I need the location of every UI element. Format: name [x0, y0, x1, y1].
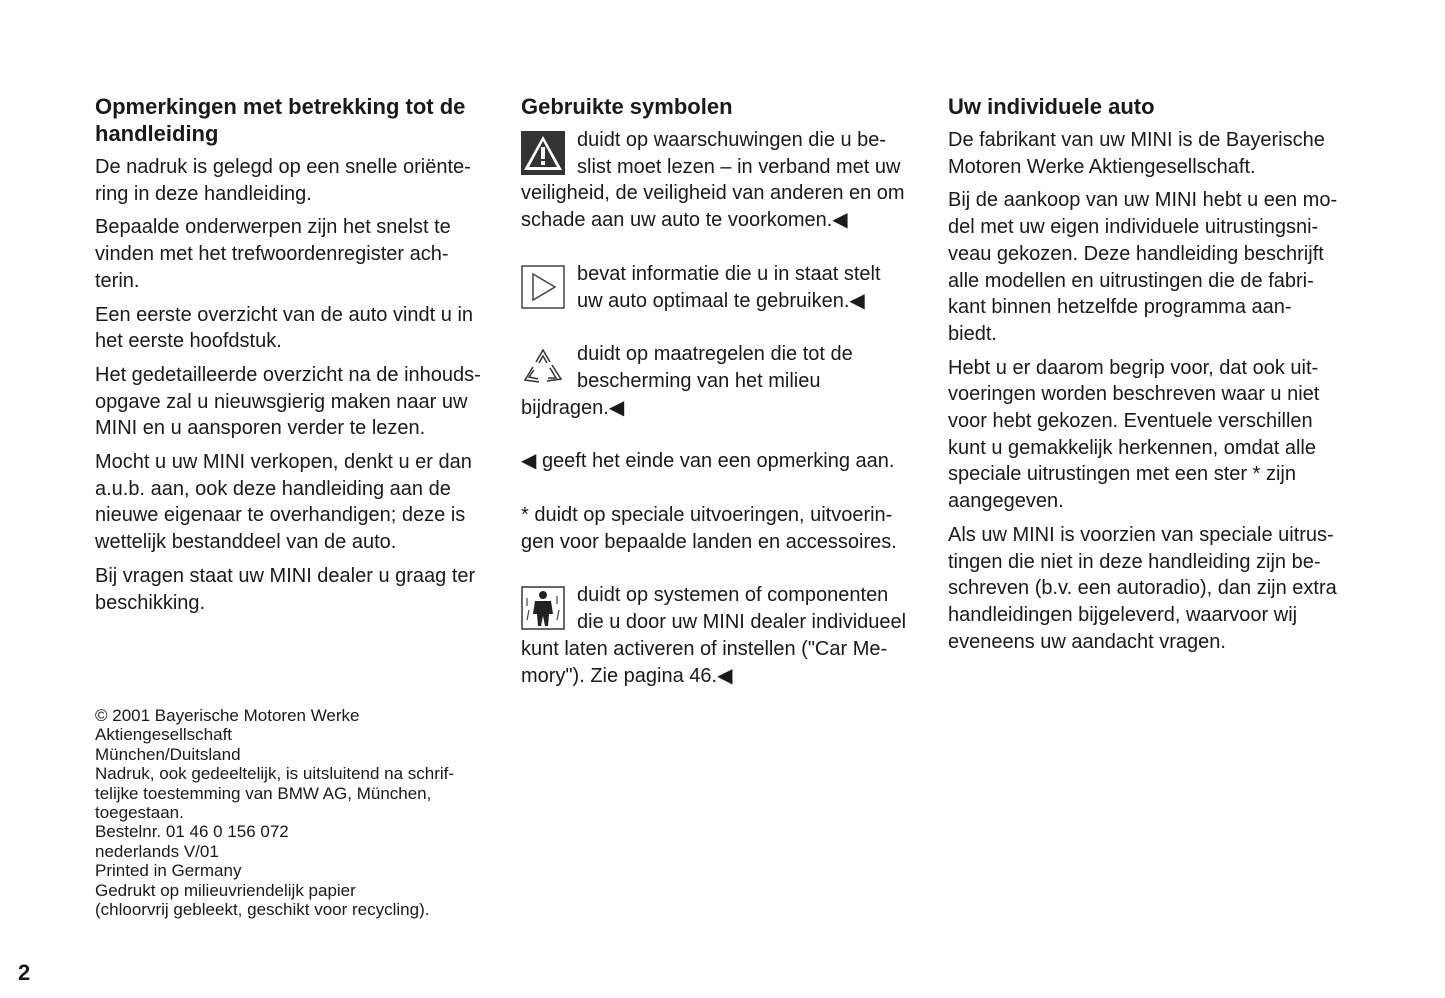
paragraph: De nadruk is gelegd op een snelle oriënte- ring in deze handleiding.: [95, 156, 471, 205]
column-individual-car: [948, 93, 1368, 655]
recycle-icon: [521, 345, 565, 389]
symbol-item-asterisk: * duidt op speciale uitvoeringen, uitvoerin- gen voor bepaalde landen en accessoires.: [521, 504, 897, 553]
paragraph: Hebt u er daarom begrip voor, dat ook uit- voeringen worden beschreven waar u niet voor hebt gekozen. Eventuele verschillen kunt u gemakkelijk herkennen, omdat alle speciale uitrustingen met een ster * zijn aangegeven.: [948, 356, 1320, 513]
symbol-item-warning: duidt op waarschuwingen die u be- slist moet lezen – in verband met uw veiligheid, de veiligheid van anderen en om schade aan uw auto te voorkomen.◀: [521, 129, 905, 232]
imprint: © 2001 Bayerische Motoren Werke Aktiengesellschaft München/Duitsland Nadruk, ook gedeeltelijk, is uitsluitend na schrif- telijke toestemming van BMW AG, München, toegestaan. Bestelnr. 01 46 0 156 072 nederlands V/01 Printed in Germany Gedrukt op milieuvriendelijk papier (chloorvrij gebleekt, geschikt voor recycling).: [95, 706, 455, 920]
heading-symbols: Gebruikte symbolen: [521, 94, 733, 119]
paragraph: Het gedetailleerde overzicht na de inhouds- opgave zal u nieuwsgierig maken naar uw MINI en u aansporen verder te lezen.: [95, 363, 481, 440]
symbol-item-info: bevat informatie die u in staat stelt uw auto optimaal te gebruiken.◀: [521, 261, 941, 314]
warning-icon: [521, 131, 565, 175]
paragraph: Bepaalde onderwerpen zijn het snelst te vinden met het trefwoordenregister ach- terin.: [95, 216, 451, 292]
paragraph: Een eerste overzicht van de auto vindt u in het eerste hoofdstuk.: [95, 303, 474, 353]
paragraph: Mocht u uw MINI verkopen, denkt u er dan a.u.b. aan, ook deze handleiding aan de nieuwe eigenaar te overhandigen; deze is wettelijk bestanddeel van de auto.: [95, 451, 472, 554]
car-memory-icon: [521, 586, 565, 630]
column-manual-notes: [95, 93, 515, 616]
heading-individual-car: Uw individuele auto: [948, 94, 1155, 119]
paragraph: Bij de aankoop van uw MINI hebt u een mo- del met uw eigen individuele uitrustingsni- veau gekozen. Deze handleiding beschrijft alle modellen en uitrustingen die de fabri- kant binnen hetzelfde programma aan- biedt.: [948, 189, 1338, 345]
symbol-item-environment: duidt op maatregelen die tot de bescherming van het milieu bijdragen.◀: [521, 343, 853, 419]
paragraph: Als uw MINI is voorzien van speciale uitrus- tingen die niet in deze handleiding zijn be- schreven (b.v. een autoradio), dan zijn extra handleidingen bijgeleverd, waarvoor wij eveneens uw aandacht vragen.: [948, 523, 1337, 653]
paragraph: De fabrikant van uw MINI is de Bayerische Motoren Werke Aktiengesellschaft.: [948, 129, 1325, 178]
info-play-icon: [521, 265, 565, 309]
heading-manual-notes: Opmerkingen met betrekking tot de handleiding: [95, 94, 466, 146]
paragraph: Bij vragen staat uw MINI dealer u graag ter beschikking.: [95, 564, 476, 614]
column-symbols: [521, 93, 941, 689]
page-number: 2: [18, 960, 31, 985]
symbol-item-end-marker: ◀ geeft het einde van een opmerking aan.: [521, 450, 895, 473]
symbol-item-car-memory: duidt op systemen of componenten die u door uw MINI dealer individueel kunt laten activeren of instellen ("Car Me- mory"). Zie pagina 46.◀: [521, 584, 907, 687]
